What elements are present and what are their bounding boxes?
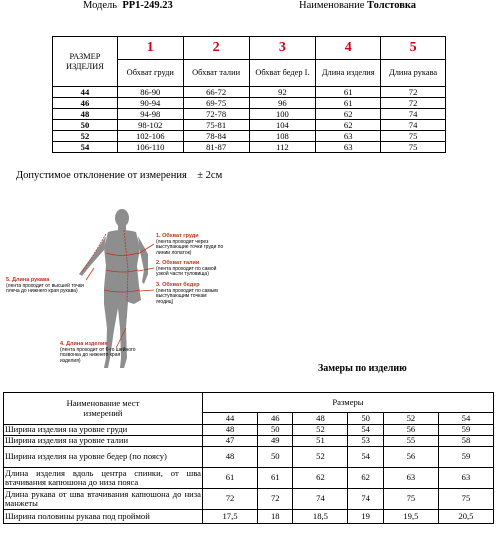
col-number: 3 — [249, 37, 316, 60]
size-cell: 46 — [53, 98, 118, 109]
value-cell: 81-87 — [183, 142, 249, 153]
measure-name-cell: Ширина половины рукава под проймой — [4, 510, 203, 524]
size-row — [53, 142, 446, 153]
size-cell: 44 — [53, 87, 118, 98]
measure-value-cell: 18,5 — [293, 510, 348, 524]
measure-value-cell: 47 — [203, 436, 258, 447]
size-header-cell: 54 — [438, 413, 493, 425]
size-header-cell: 44 — [203, 413, 258, 425]
measure-value-cell: 20,5 — [438, 510, 493, 524]
value-cell: 102-106 — [117, 131, 183, 142]
value-cell: 75-81 — [183, 120, 249, 131]
value-cell: 94-98 — [117, 109, 183, 120]
measure-value-cell: 52 — [293, 425, 348, 436]
value-cell: 72-78 — [183, 109, 249, 120]
measure-value-cell: 50 — [258, 447, 293, 468]
measure-value-cell: 75 — [383, 489, 438, 510]
size-header-cell: 52 — [383, 413, 438, 425]
measure-value-cell: 17,5 — [203, 510, 258, 524]
measure-row — [4, 436, 494, 447]
col-number: 1 — [117, 37, 183, 60]
col-label: Длина изделия — [316, 60, 381, 87]
name-label: Наименование — [299, 0, 365, 11]
value-cell: 86-90 — [117, 87, 183, 98]
model-heading — [83, 0, 173, 11]
measure-value-cell: 75 — [438, 489, 493, 510]
value-cell: 61 — [316, 98, 381, 109]
size-row — [53, 98, 446, 109]
measure-value-cell: 74 — [348, 489, 383, 510]
value-cell: 75 — [381, 131, 446, 142]
measure-value-cell: 55 — [383, 436, 438, 447]
value-cell: 96 — [249, 98, 316, 109]
name-value: Толстовка — [367, 0, 417, 11]
tolerance-note — [16, 170, 222, 181]
note-hips: 3. Обхват бедер (лента проходит по самым выступающим точкам ягодиц) — [156, 282, 218, 305]
measure-value-cell: 19 — [348, 510, 383, 524]
value-cell: 66-72 — [183, 87, 249, 98]
col-label: Обхват груди — [117, 60, 183, 87]
measure-value-cell: 51 — [293, 436, 348, 447]
measure-value-cell: 58 — [438, 436, 493, 447]
measure-value-cell: 19,5 — [383, 510, 438, 524]
value-cell: 112 — [249, 142, 316, 153]
measure-name-cell: Длина изделия вдоль центра спинки, от шва втачивания капюшона до низа пояса — [5, 467, 201, 487]
measure-name-cell: Ширина изделия на уровне груди — [4, 425, 203, 436]
value-cell: 100 — [249, 109, 316, 120]
model-label: Модель — [83, 0, 118, 11]
value-cell: 92 — [249, 87, 316, 98]
measure-value-cell: 48 — [203, 425, 258, 436]
sizes-header: Размеры — [203, 393, 494, 413]
value-cell: 98-102 — [117, 120, 183, 131]
size-row — [53, 131, 446, 142]
measure-name-cell: Ширина изделия на уровне бедер (по поясу) — [4, 447, 203, 468]
size-row — [53, 109, 446, 120]
value-cell: 74 — [381, 109, 446, 120]
measurements-table — [3, 392, 494, 524]
value-cell: 72 — [381, 87, 446, 98]
measure-row — [4, 489, 494, 510]
note-length: 4. Длина изделия (лента проходит от 6-го шейного позвонка до нижнего края изделия) — [60, 341, 136, 364]
measure-value-cell: 74 — [293, 489, 348, 510]
measure-value-cell: 72 — [203, 489, 258, 510]
note-waist: 2. Обхват талии (лента проходит по самой узкой части туловища) — [156, 260, 217, 277]
model-value: PP1-249.23 — [122, 0, 173, 11]
value-cell: 104 — [249, 120, 316, 131]
col-number: 2 — [183, 37, 249, 60]
measure-value-cell: 52 — [293, 447, 348, 468]
value-cell: 74 — [381, 120, 446, 131]
value-cell: 69-75 — [183, 98, 249, 109]
tolerance-value: ± 2см — [197, 170, 223, 181]
measure-value-cell: 50 — [258, 425, 293, 436]
size-row — [53, 87, 446, 98]
value-cell: 63 — [316, 142, 381, 153]
measure-row — [4, 425, 494, 436]
note-sleeve: 5. Длина рукава (лента проходит от высшей точки плеча до нижнего края рукава) — [6, 277, 84, 294]
measure-value-cell: 54 — [348, 447, 383, 468]
measure-value-cell: 63 — [383, 468, 438, 489]
size-row — [53, 120, 446, 131]
col-number: 5 — [381, 37, 446, 60]
value-cell: 61 — [316, 87, 381, 98]
measure-value-cell: 72 — [258, 489, 293, 510]
value-cell: 62 — [316, 120, 381, 131]
size-cell: 52 — [53, 131, 118, 142]
note-chest: 1. Обхват груди (лента проходит через выступающие точки груди по линии лопаток) — [156, 233, 224, 256]
col-number: 4 — [316, 37, 381, 60]
measure-value-cell: 54 — [348, 425, 383, 436]
value-cell: 72 — [381, 98, 446, 109]
size-chart-table — [52, 36, 446, 153]
measure-value-cell: 53 — [348, 436, 383, 447]
measurement-figure — [6, 208, 224, 374]
value-cell: 78-84 — [183, 131, 249, 142]
col-label: Длина рукава — [381, 60, 446, 87]
measure-name-cell: Длина рукава от шва втачивания капюшона до низа манжеты — [5, 488, 201, 508]
measure-value-cell: 18 — [258, 510, 293, 524]
size-header-cell: 46 — [258, 413, 293, 425]
measure-value-cell: 59 — [438, 425, 493, 436]
product-name-heading — [299, 0, 416, 11]
size-cell: 48 — [53, 109, 118, 120]
measure-row — [4, 447, 494, 468]
measure-name-header: Наименование мест измерений — [4, 393, 203, 425]
size-column-header: РАЗМЕР ИЗДЕЛИЯ — [53, 37, 118, 87]
size-cell: 50 — [53, 120, 118, 131]
measure-value-cell: 63 — [438, 468, 493, 489]
measure-name-cell: Ширина изделия на уровне талии — [4, 436, 203, 447]
value-cell: 63 — [316, 131, 381, 142]
measure-value-cell: 62 — [293, 468, 348, 489]
measure-value-cell: 56 — [383, 425, 438, 436]
size-header-cell: 48 — [293, 413, 348, 425]
col-label: Обхват талии — [183, 60, 249, 87]
measure-row — [4, 510, 494, 524]
measure-value-cell: 49 — [258, 436, 293, 447]
value-cell: 108 — [249, 131, 316, 142]
value-cell: 90-94 — [117, 98, 183, 109]
measure-row — [4, 468, 494, 489]
value-cell: 75 — [381, 142, 446, 153]
value-cell: 106-110 — [117, 142, 183, 153]
size-cell: 54 — [53, 142, 118, 153]
measure-value-cell: 48 — [203, 447, 258, 468]
col-label: Обхват бедер I. — [249, 60, 316, 87]
measure-value-cell: 59 — [438, 447, 493, 468]
value-cell: 62 — [316, 109, 381, 120]
measurements-title: Замеры по изделию — [318, 363, 407, 374]
measure-value-cell: 61 — [203, 468, 258, 489]
size-header-cell: 50 — [348, 413, 383, 425]
tolerance-label: Допустимое отклонение от измерения — [16, 170, 187, 181]
measure-value-cell: 61 — [258, 468, 293, 489]
measure-value-cell: 56 — [383, 447, 438, 468]
measure-value-cell: 62 — [348, 468, 383, 489]
